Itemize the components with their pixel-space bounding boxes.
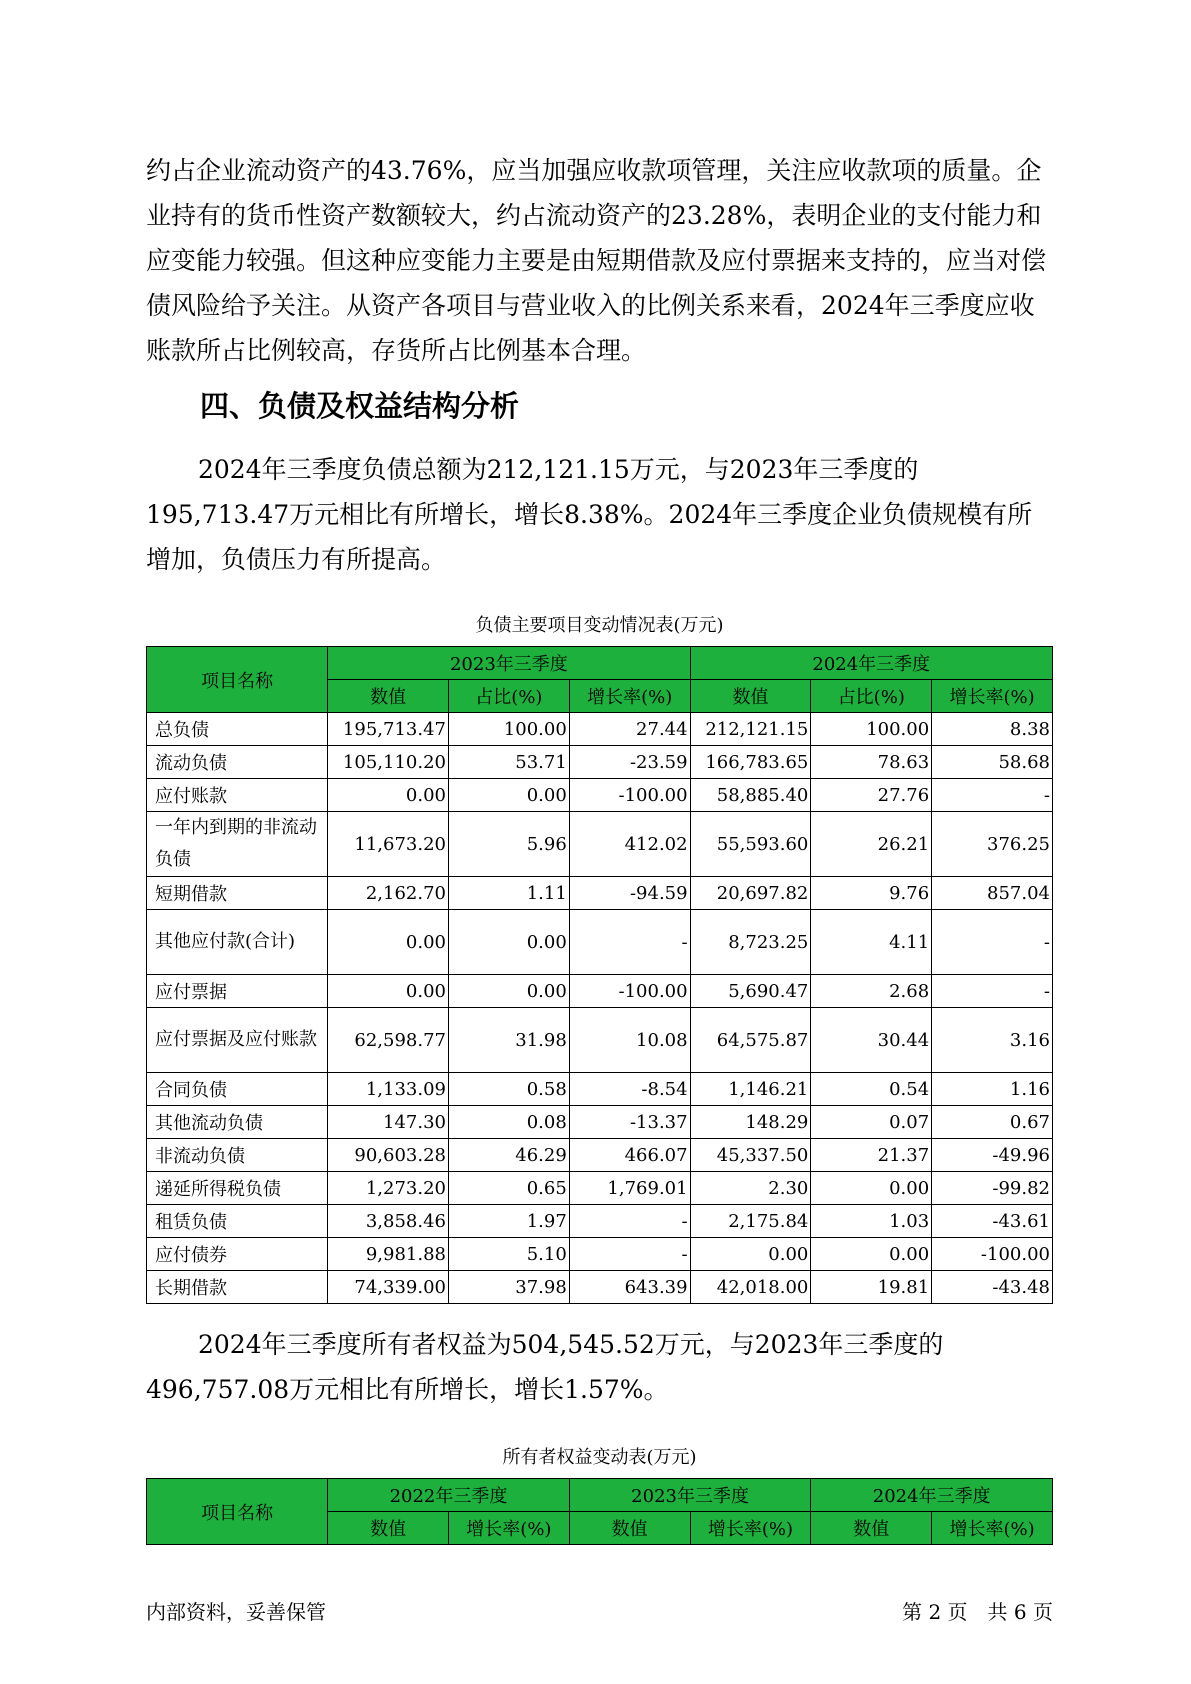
row-value-cell: 46.29: [448, 1139, 569, 1172]
row-value-cell: 2.68: [811, 975, 932, 1008]
header-period-2024: 2024年三季度: [690, 647, 1052, 680]
row-value-cell: 62,598.77: [328, 1008, 449, 1073]
row-value-cell: 30.44: [811, 1008, 932, 1073]
subheader-value: 数值: [690, 680, 811, 713]
row-value-cell: 8,723.25: [690, 910, 811, 975]
table-row: [147, 975, 1053, 1008]
row-value-cell: -49.96: [932, 1139, 1053, 1172]
row-value-cell: -100.00: [569, 779, 690, 812]
table-row: [147, 1205, 1053, 1238]
row-value-cell: 1,273.20: [328, 1172, 449, 1205]
subheader-growth: 增长率(%): [932, 680, 1053, 713]
row-value-cell: -: [932, 975, 1053, 1008]
row-value-cell: 0.00: [448, 975, 569, 1008]
row-value-cell: -: [932, 910, 1053, 975]
header-item-name: 项目名称: [147, 1479, 328, 1545]
subheader-value: 数值: [328, 1512, 449, 1545]
row-value-cell: 27.76: [811, 779, 932, 812]
table-row: [147, 1238, 1053, 1271]
row-value-cell: 55,593.60: [690, 812, 811, 877]
row-value-cell: 0.00: [690, 1238, 811, 1271]
section-heading: 四、负债及权益结构分析: [200, 389, 520, 423]
row-value-cell: 9.76: [811, 877, 932, 910]
row-item-name: 应付债券: [147, 1238, 328, 1271]
row-value-cell: 195,713.47: [328, 713, 449, 746]
row-value-cell: -94.59: [569, 877, 690, 910]
header-period-2024: 2024年三季度: [811, 1479, 1053, 1512]
row-value-cell: 0.00: [448, 779, 569, 812]
row-value-cell: 0.07: [811, 1106, 932, 1139]
row-value-cell: 212,121.15: [690, 713, 811, 746]
table-row: [147, 713, 1053, 746]
row-item-name: 总负债: [147, 713, 328, 746]
header-item-name: 项目名称: [147, 647, 328, 713]
footer-confidential-note: 内部资料，妥善保管: [146, 1600, 326, 1624]
row-value-cell: 1,133.09: [328, 1073, 449, 1106]
row-value-cell: -: [932, 779, 1053, 812]
row-value-cell: -8.54: [569, 1073, 690, 1106]
row-value-cell: 105,110.20: [328, 746, 449, 779]
row-value-cell: 412.02: [569, 812, 690, 877]
row-value-cell: 147.30: [328, 1106, 449, 1139]
table-row: [147, 812, 1053, 877]
row-value-cell: 166,783.65: [690, 746, 811, 779]
subheader-growth: 增长率(%): [932, 1512, 1053, 1545]
subheader-growth: 增长率(%): [690, 1512, 811, 1545]
row-item-name: 短期借款: [147, 877, 328, 910]
table-row: [147, 779, 1053, 812]
row-value-cell: 20,697.82: [690, 877, 811, 910]
table-row: [147, 877, 1053, 910]
table-row: [147, 1271, 1053, 1304]
subheader-share: 占比(%): [811, 680, 932, 713]
row-value-cell: 26.21: [811, 812, 932, 877]
equity-table-caption: 所有者权益变动表(万元): [502, 1447, 697, 1468]
row-value-cell: 1.97: [448, 1205, 569, 1238]
row-value-cell: 148.29: [690, 1106, 811, 1139]
row-value-cell: 100.00: [448, 713, 569, 746]
row-value-cell: 5.10: [448, 1238, 569, 1271]
row-value-cell: 376.25: [932, 812, 1053, 877]
row-value-cell: 5.96: [448, 812, 569, 877]
table-row: [147, 1139, 1053, 1172]
row-value-cell: 1,769.01: [569, 1172, 690, 1205]
liability-table-body: [147, 713, 1053, 1304]
row-item-name: 递延所得税负债: [147, 1172, 328, 1205]
table-row: [147, 1008, 1053, 1073]
row-value-cell: 42,018.00: [690, 1271, 811, 1304]
row-value-cell: 58.68: [932, 746, 1053, 779]
row-item-name: 长期借款: [147, 1271, 328, 1304]
row-value-cell: 31.98: [448, 1008, 569, 1073]
row-value-cell: -23.59: [569, 746, 690, 779]
row-value-cell: 11,673.20: [328, 812, 449, 877]
subheader-growth: 增长率(%): [448, 1512, 569, 1545]
subheader-growth: 增长率(%): [569, 680, 690, 713]
header-period-2022: 2022年三季度: [328, 1479, 570, 1512]
row-value-cell: 0.00: [448, 910, 569, 975]
row-value-cell: 1.16: [932, 1073, 1053, 1106]
row-value-cell: 0.67: [932, 1106, 1053, 1139]
row-value-cell: -13.37: [569, 1106, 690, 1139]
subheader-value: 数值: [811, 1512, 932, 1545]
row-value-cell: 466.07: [569, 1139, 690, 1172]
row-value-cell: -100.00: [932, 1238, 1053, 1271]
liability-table: [146, 646, 1053, 1304]
row-value-cell: -: [569, 1238, 690, 1271]
table-row: [147, 746, 1053, 779]
table-row: [147, 1172, 1053, 1205]
row-value-cell: 1,146.21: [690, 1073, 811, 1106]
row-value-cell: -99.82: [932, 1172, 1053, 1205]
row-value-cell: 0.00: [328, 779, 449, 812]
row-value-cell: 4.11: [811, 910, 932, 975]
table-row: [147, 1106, 1053, 1139]
row-value-cell: 857.04: [932, 877, 1053, 910]
row-value-cell: 58,885.40: [690, 779, 811, 812]
row-value-cell: 37.98: [448, 1271, 569, 1304]
row-item-name: 应付票据: [147, 975, 328, 1008]
paragraph-equity: 2024年三季度所有者权益为504,545.52万元，与2023年三季度的496,757.08万元相比有所增长，增长1.57%。: [146, 1330, 944, 1404]
row-value-cell: 3.16: [932, 1008, 1053, 1073]
paragraph-liabilities: 2024年三季度负债总额为212,121.15万元，与2023年三季度的195,713.47万元相比有所增长，增长8.38%。2024年三季度企业负债规模有所增加，负债压力有所提高。: [146, 455, 1033, 574]
row-value-cell: 643.39: [569, 1271, 690, 1304]
row-value-cell: 45,337.50: [690, 1139, 811, 1172]
table-row: [147, 1073, 1053, 1106]
row-value-cell: -: [569, 910, 690, 975]
row-value-cell: 0.00: [328, 910, 449, 975]
row-value-cell: 21.37: [811, 1139, 932, 1172]
paragraph-asset-structure: 约占企业流动资产的43.76%，应当加强应收款项管理，关注应收款项的质量。企业持有的货币性资产数额较大，约占流动资产的23.28%，表明企业的支付能力和应变能力较强。但这种应变能力主要是由短期借款及应付票据来支持的，应当对偿债风险给予关注。从资产各项目与营业收入的比例关系来看，2024年三季度应收账款所占比例较高，存货所占比例基本合理。: [146, 156, 1047, 365]
header-period-2023: 2023年三季度: [328, 647, 690, 680]
row-value-cell: 9,981.88: [328, 1238, 449, 1271]
row-value-cell: 5,690.47: [690, 975, 811, 1008]
row-value-cell: 0.54: [811, 1073, 932, 1106]
row-value-cell: 90,603.28: [328, 1139, 449, 1172]
table-row: [147, 910, 1053, 975]
row-value-cell: 74,339.00: [328, 1271, 449, 1304]
row-value-cell: 0.08: [448, 1106, 569, 1139]
row-value-cell: 0.58: [448, 1073, 569, 1106]
header-period-2023: 2023年三季度: [569, 1479, 811, 1512]
subheader-value: 数值: [569, 1512, 690, 1545]
row-item-name: 其他应付款(合计): [147, 910, 328, 975]
row-value-cell: 0.65: [448, 1172, 569, 1205]
subheader-value: 数值: [328, 680, 449, 713]
row-value-cell: -100.00: [569, 975, 690, 1008]
row-item-name: 应付票据及应付账款: [147, 1008, 328, 1073]
row-value-cell: 78.63: [811, 746, 932, 779]
equity-table: [146, 1478, 1053, 1545]
row-value-cell: -43.61: [932, 1205, 1053, 1238]
row-value-cell: 10.08: [569, 1008, 690, 1073]
footer-page-number: 第 2 页 共 6 页: [902, 1600, 1053, 1624]
row-value-cell: 100.00: [811, 713, 932, 746]
row-value-cell: 53.71: [448, 746, 569, 779]
row-value-cell: 27.44: [569, 713, 690, 746]
row-value-cell: 8.38: [932, 713, 1053, 746]
row-value-cell: 19.81: [811, 1271, 932, 1304]
row-item-name: 一年内到期的非流动负债: [147, 812, 328, 877]
row-value-cell: 1.03: [811, 1205, 932, 1238]
row-item-name: 应付账款: [147, 779, 328, 812]
row-item-name: 合同负债: [147, 1073, 328, 1106]
row-value-cell: 2,175.84: [690, 1205, 811, 1238]
row-item-name: 租赁负债: [147, 1205, 328, 1238]
row-item-name: 流动负债: [147, 746, 328, 779]
row-item-name: 其他流动负债: [147, 1106, 328, 1139]
row-item-name: 非流动负债: [147, 1139, 328, 1172]
row-value-cell: 64,575.87: [690, 1008, 811, 1073]
row-value-cell: 3,858.46: [328, 1205, 449, 1238]
subheader-share: 占比(%): [448, 680, 569, 713]
row-value-cell: 0.00: [811, 1238, 932, 1271]
row-value-cell: -43.48: [932, 1271, 1053, 1304]
row-value-cell: 2,162.70: [328, 877, 449, 910]
row-value-cell: 2.30: [690, 1172, 811, 1205]
row-value-cell: -: [569, 1205, 690, 1238]
row-value-cell: 0.00: [328, 975, 449, 1008]
liability-table-caption: 负债主要项目变动情况表(万元): [475, 615, 724, 636]
row-value-cell: 1.11: [448, 877, 569, 910]
row-value-cell: 0.00: [811, 1172, 932, 1205]
